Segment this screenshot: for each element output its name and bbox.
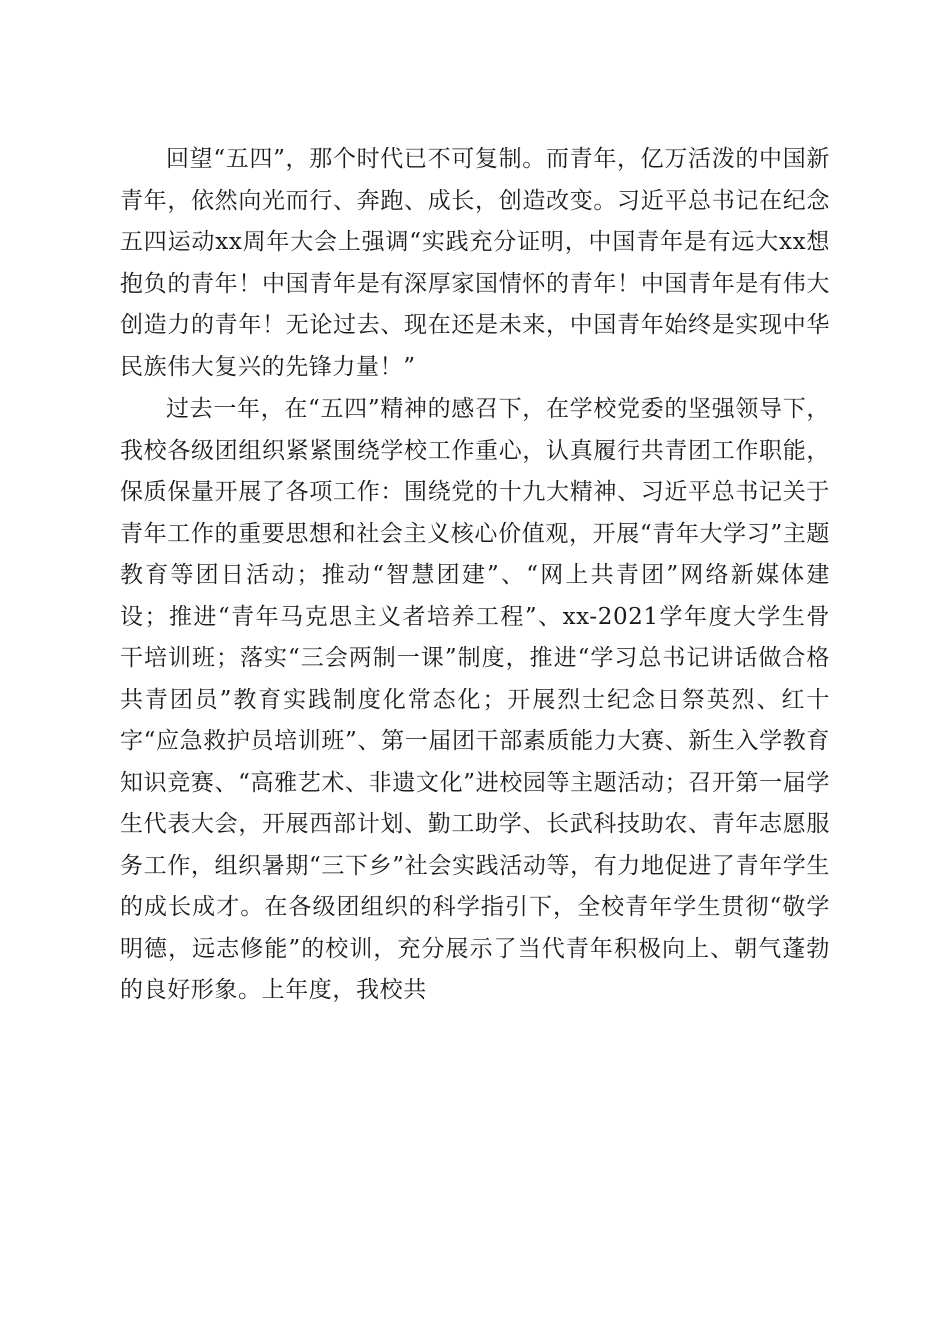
paragraph-1: 回望“五四”，那个时代已不可复制。而青年，亿万活泼的中国新青年，依然向光而行、奔跑、成长，创造改变。习近平总书记在纪念五四运动xx周年大会上强调“实践充分证明，中国青年是有远大xx想抱负的青年！中国青年是有深厚家国情怀的青年！中国青年是有伟大创造力的青年！无论过去、现在还是未来，中国青年始终是实现中华民族伟大复兴的先锋力量！”	[120, 146, 830, 380]
document-body	[120, 139, 830, 1012]
paragraph-2: 过去一年，在“五四”精神的感召下，在学校党委的坚强领导下，我校各级团组织紧紧围绕学校工作重心，认真履行共青团工作职能，保质保量开展了各项工作：围绕党的十九大精神、习近平总书记关于青年工作的重要思想和社会主义核心价值观，开展“青年大学习”主题教育等团日活动；推动“智慧团建”、“网上共青团”网络新媒体建设；推进“青年马克思主义者培养工程”、xx-2021学年度大学生骨干培训班；落实“三会两制一课”制度，推进“学习总书记讲话做合格共青团员”教育实践制度化常态化；开展烈士纪念日祭英烈、红十字“应急救护员培训班”、第一届团干部素质能力大赛、新生入学教育知识竞赛、“高雅艺术、非遗文化”进校园等主题活动；召开第一届学生代表大会，开展西部计划、勤工助学、长武科技助农、青年志愿服务工作，组织暑期“三下乡”社会实践活动等，有力地促进了青年学生的成长成才。在各级团组织的科学指引下，全校青年学生贯彻“敬学明德，远志修能”的校训，充分展示了当代青年积极向上、朝气蓬勃的良好形象。上年度，我校共	[120, 396, 830, 1003]
